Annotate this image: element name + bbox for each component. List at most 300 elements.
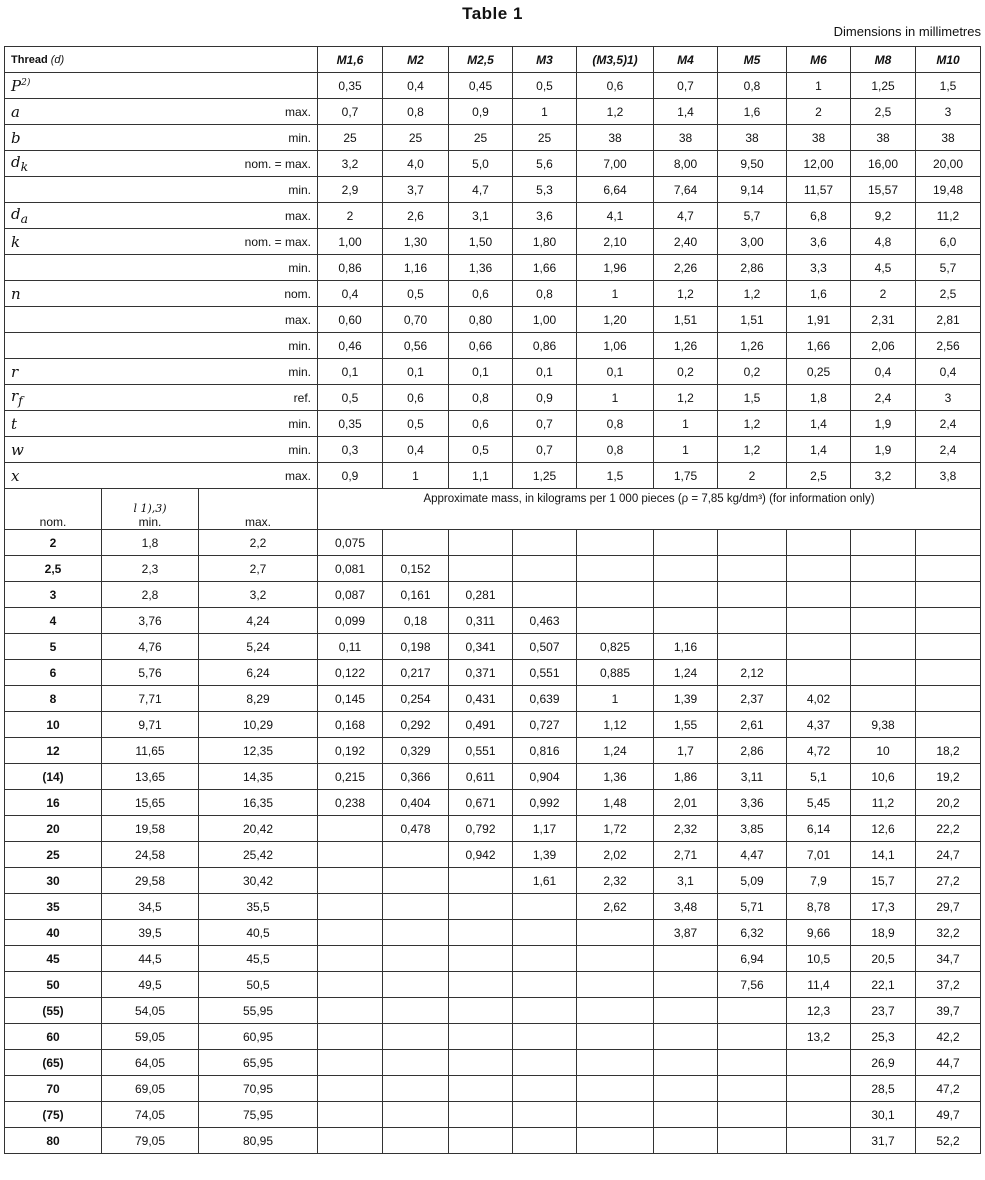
dimension-qualifier: ref.: [199, 385, 318, 411]
mass-empty: [787, 634, 851, 660]
length-row: [5, 764, 981, 790]
mass-value: 0,551: [513, 660, 577, 686]
thread-size: M2: [383, 47, 449, 73]
mass-empty: [513, 582, 577, 608]
length-max: 55,95: [199, 998, 318, 1024]
dimension-row: [5, 229, 981, 255]
dimension-value: 20,00: [916, 151, 981, 177]
mass-empty: [513, 998, 577, 1024]
dimension-value: 1,66: [513, 255, 577, 281]
mass-empty: [654, 972, 718, 998]
mass-value: 4,37: [787, 712, 851, 738]
mass-value: 0,371: [449, 660, 513, 686]
mass-value: 0,671: [449, 790, 513, 816]
mass-value: 5,71: [718, 894, 787, 920]
dimension-row: [5, 411, 981, 437]
mass-empty: [449, 920, 513, 946]
mass-value: 14,1: [851, 842, 916, 868]
dimension-symbol: t: [5, 411, 199, 437]
dimension-value: 1,26: [718, 333, 787, 359]
mass-value: 0,329: [383, 738, 449, 764]
mass-empty: [383, 842, 449, 868]
mass-empty: [787, 530, 851, 556]
mass-empty: [654, 1128, 718, 1154]
mass-value: 37,2: [916, 972, 981, 998]
mass-empty: [851, 660, 916, 686]
length-nom: (65): [5, 1050, 102, 1076]
mass-value: 8,78: [787, 894, 851, 920]
mass-empty: [577, 556, 654, 582]
dimension-value: 2,86: [718, 255, 787, 281]
dimension-value: 0,35: [318, 411, 383, 437]
dimension-value: 1,30: [383, 229, 449, 255]
length-row: [5, 894, 981, 920]
mass-value: 18,2: [916, 738, 981, 764]
dimension-symbol: k: [5, 229, 199, 255]
mass-empty: [513, 894, 577, 920]
length-nom: 70: [5, 1076, 102, 1102]
dimension-value: 0,70: [383, 307, 449, 333]
mass-empty: [449, 1076, 513, 1102]
dimension-symbol: $r_f$: [5, 385, 199, 411]
dimension-value: 4,7: [654, 203, 718, 229]
dimension-value: 0,66: [449, 333, 513, 359]
mass-value: 0,366: [383, 764, 449, 790]
dimension-qualifier: nom.: [199, 281, 318, 307]
length-row: [5, 816, 981, 842]
length-min: 4,76: [102, 634, 199, 660]
mass-value: 1: [577, 686, 654, 712]
length-max: 5,24: [199, 634, 318, 660]
mass-empty: [718, 1024, 787, 1050]
dimension-row: [5, 333, 981, 359]
mass-empty: [718, 1050, 787, 1076]
mass-value: 0,507: [513, 634, 577, 660]
mass-value: 0,281: [449, 582, 513, 608]
mass-empty: [787, 660, 851, 686]
dimension-value: 1: [577, 385, 654, 411]
dimension-symbol: w: [5, 437, 199, 463]
length-min: 9,71: [102, 712, 199, 738]
length-row: [5, 686, 981, 712]
mass-value: 25,3: [851, 1024, 916, 1050]
mass-value: 0,404: [383, 790, 449, 816]
mass-value: 1,24: [654, 660, 718, 686]
mass-value: 13,2: [787, 1024, 851, 1050]
length-nom: 8: [5, 686, 102, 712]
length-nom: 50: [5, 972, 102, 998]
dimension-value: 0,5: [383, 411, 449, 437]
dimension-value: 1,2: [577, 99, 654, 125]
dimension-value: 2,40: [654, 229, 718, 255]
dimension-value: 1,25: [851, 73, 916, 99]
mass-value: 20,5: [851, 946, 916, 972]
mass-empty: [851, 608, 916, 634]
length-max: 25,42: [199, 842, 318, 868]
length-max: 14,35: [199, 764, 318, 790]
mass-empty: [654, 1076, 718, 1102]
mass-value: 6,94: [718, 946, 787, 972]
dimension-value: 25: [449, 125, 513, 151]
dimension-row: [5, 463, 981, 489]
mass-value: 1,36: [577, 764, 654, 790]
length-max: 30,42: [199, 868, 318, 894]
mass-empty: [318, 1102, 383, 1128]
dimension-value: 2,9: [318, 177, 383, 203]
dimension-value: 2: [718, 463, 787, 489]
mass-empty: [318, 1050, 383, 1076]
mass-empty: [718, 556, 787, 582]
mass-value: 0,122: [318, 660, 383, 686]
mass-value: 9,38: [851, 712, 916, 738]
dimension-qualifier: min.: [199, 125, 318, 151]
dimension-value: 0,8: [718, 73, 787, 99]
dimension-value: 0,1: [318, 359, 383, 385]
mass-value: 39,7: [916, 998, 981, 1024]
dimension-value: 1,2: [654, 281, 718, 307]
mass-empty: [513, 972, 577, 998]
dimension-value: 2,5: [851, 99, 916, 125]
length-max: 10,29: [199, 712, 318, 738]
dimension-value: 3: [916, 385, 981, 411]
length-max: 16,35: [199, 790, 318, 816]
dimension-value: 0,3: [318, 437, 383, 463]
dimension-value: 0,9: [449, 99, 513, 125]
thread-size: M8: [851, 47, 916, 73]
mass-empty: [577, 582, 654, 608]
dimension-value: 1,75: [654, 463, 718, 489]
mass-empty: [577, 1102, 654, 1128]
dimension-value: 0,8: [513, 281, 577, 307]
dimension-value: 7,00: [577, 151, 654, 177]
thread-size: (M3,5)1): [577, 47, 654, 73]
dimension-value: 2: [318, 203, 383, 229]
dimension-value: 1,2: [718, 411, 787, 437]
dimension-value: 0,7: [318, 99, 383, 125]
length-nom: 3: [5, 582, 102, 608]
mass-value: 1,86: [654, 764, 718, 790]
mass-value: 0,611: [449, 764, 513, 790]
length-nom: 5: [5, 634, 102, 660]
length-min: 39,5: [102, 920, 199, 946]
mass-value: 11,4: [787, 972, 851, 998]
length-header-row: [5, 489, 981, 530]
mass-empty: [916, 556, 981, 582]
dimension-value: 3,6: [513, 203, 577, 229]
mass-empty: [577, 1128, 654, 1154]
length-max: 35,5: [199, 894, 318, 920]
dimension-value: 1,5: [718, 385, 787, 411]
dimension-value: 0,45: [449, 73, 513, 99]
mass-value: 3,1: [654, 868, 718, 894]
length-min-header: [102, 489, 199, 530]
mass-value: 0,491: [449, 712, 513, 738]
dimension-value: 0,7: [654, 73, 718, 99]
mass-empty: [787, 608, 851, 634]
mass-empty: [851, 686, 916, 712]
mass-empty: [513, 1128, 577, 1154]
mass-empty: [916, 660, 981, 686]
dimension-value: 3,00: [718, 229, 787, 255]
length-row: [5, 842, 981, 868]
dimension-value: 1,16: [383, 255, 449, 281]
length-min: 64,05: [102, 1050, 199, 1076]
mass-empty: [718, 1128, 787, 1154]
mass-empty: [916, 530, 981, 556]
length-min: 1,8: [102, 530, 199, 556]
mass-value: 0,254: [383, 686, 449, 712]
dimension-value: 4,0: [383, 151, 449, 177]
mass-empty: [318, 946, 383, 972]
mass-value: 42,2: [916, 1024, 981, 1050]
dimension-value: 0,7: [513, 437, 577, 463]
mass-empty: [383, 920, 449, 946]
mass-empty: [449, 894, 513, 920]
length-row: [5, 1024, 981, 1050]
dimension-row: [5, 281, 981, 307]
length-max: 50,5: [199, 972, 318, 998]
mass-empty: [787, 582, 851, 608]
dimension-value: 0,1: [513, 359, 577, 385]
mass-empty: [916, 582, 981, 608]
mass-value: 23,7: [851, 998, 916, 1024]
mass-empty: [449, 946, 513, 972]
length-max: 8,29: [199, 686, 318, 712]
dimension-value: 0,9: [513, 385, 577, 411]
mass-empty: [718, 1076, 787, 1102]
length-row: [5, 946, 981, 972]
length-nom: (55): [5, 998, 102, 1024]
mass-value: 3,85: [718, 816, 787, 842]
mass-value: 3,87: [654, 920, 718, 946]
mass-empty: [383, 894, 449, 920]
length-row: [5, 712, 981, 738]
thread-header-row: [5, 47, 981, 73]
mass-value: 1,72: [577, 816, 654, 842]
dimension-value: 0,4: [916, 359, 981, 385]
dimension-row: [5, 177, 981, 203]
dimension-value: 16,00: [851, 151, 916, 177]
mass-value: 10,6: [851, 764, 916, 790]
mass-empty: [513, 1050, 577, 1076]
dimension-value: 25: [513, 125, 577, 151]
dimension-value: 0,6: [449, 411, 513, 437]
mass-value: 0,341: [449, 634, 513, 660]
dimension-value: 0,6: [383, 385, 449, 411]
dimension-qualifier: nom. = max.: [199, 151, 318, 177]
mass-empty: [318, 998, 383, 1024]
length-nom: 12: [5, 738, 102, 764]
dimension-qualifier: min.: [199, 359, 318, 385]
thread-size: M10: [916, 47, 981, 73]
mass-value: 9,66: [787, 920, 851, 946]
length-nom: (75): [5, 1102, 102, 1128]
dimension-value: 1,96: [577, 255, 654, 281]
length-row: [5, 972, 981, 998]
dimension-value: 11,2: [916, 203, 981, 229]
mass-value: 0,478: [383, 816, 449, 842]
mass-empty: [449, 1128, 513, 1154]
dimension-value: 1,51: [654, 307, 718, 333]
dimension-value: 0,56: [383, 333, 449, 359]
length-min: 44,5: [102, 946, 199, 972]
dimension-qualifier: min.: [199, 177, 318, 203]
mass-empty: [577, 608, 654, 634]
length-max: 45,5: [199, 946, 318, 972]
mass-empty: [851, 582, 916, 608]
mass-empty: [654, 1024, 718, 1050]
mass-value: 31,7: [851, 1128, 916, 1154]
dimension-value: 9,50: [718, 151, 787, 177]
dimension-value: 1: [513, 99, 577, 125]
mass-empty: [449, 868, 513, 894]
dimensions-unit-note: Dimensions in millimetres: [833, 24, 981, 39]
length-row: [5, 1050, 981, 1076]
mass-empty: [318, 816, 383, 842]
mass-value: 1,39: [513, 842, 577, 868]
length-nom: 6: [5, 660, 102, 686]
dimension-value: 0,5: [383, 281, 449, 307]
dimension-qualifier: max.: [199, 463, 318, 489]
mass-value: 0,639: [513, 686, 577, 712]
mass-empty: [449, 556, 513, 582]
dimension-value: 1,36: [449, 255, 513, 281]
length-nom: 35: [5, 894, 102, 920]
dimension-value: 2: [851, 281, 916, 307]
mass-empty: [318, 1024, 383, 1050]
mass-value: 0,11: [318, 634, 383, 660]
dimension-value: 0,5: [449, 437, 513, 463]
dimension-value: 0,4: [383, 73, 449, 99]
dimension-value: 6,64: [577, 177, 654, 203]
mass-value: 30,1: [851, 1102, 916, 1128]
length-max: 70,95: [199, 1076, 318, 1102]
dimension-value: 4,5: [851, 255, 916, 281]
dimension-value: 2,5: [916, 281, 981, 307]
dimension-symbol: $P^{2)}$: [5, 73, 318, 99]
thread-size: M2,5: [449, 47, 513, 73]
length-min: 2,3: [102, 556, 199, 582]
dimension-value: 1: [787, 73, 851, 99]
length-row: [5, 1102, 981, 1128]
mass-empty: [916, 712, 981, 738]
mass-value: 0,238: [318, 790, 383, 816]
mass-empty: [513, 1102, 577, 1128]
dimension-value: 1,6: [718, 99, 787, 125]
mass-empty: [383, 1076, 449, 1102]
mass-empty: [654, 582, 718, 608]
dimension-value: 0,46: [318, 333, 383, 359]
dimension-value: 1,00: [513, 307, 577, 333]
dimension-value: 3,1: [449, 203, 513, 229]
mass-value: 2,61: [718, 712, 787, 738]
dimension-value: 3,6: [787, 229, 851, 255]
dimension-value: 0,2: [654, 359, 718, 385]
dimension-value: 0,1: [449, 359, 513, 385]
mass-empty: [654, 556, 718, 582]
mass-empty: [383, 1024, 449, 1050]
dimension-value: 6,8: [787, 203, 851, 229]
dimension-value: 5,7: [916, 255, 981, 281]
dimension-qualifier: min.: [199, 411, 318, 437]
table-title: Table 1: [462, 4, 523, 23]
mass-value: 3,36: [718, 790, 787, 816]
dimension-value: 9,14: [718, 177, 787, 203]
dimension-symbol: x: [5, 463, 199, 489]
length-min: 15,65: [102, 790, 199, 816]
mass-value: 1,55: [654, 712, 718, 738]
dimension-value: 1,06: [577, 333, 654, 359]
dimension-value: 4,7: [449, 177, 513, 203]
dimension-value: 4,1: [577, 203, 654, 229]
dimension-symbol: n: [5, 281, 199, 307]
dimension-symbol: [5, 255, 199, 281]
mass-value: 0,816: [513, 738, 577, 764]
dimension-row: [5, 125, 981, 151]
thread-variable: (d): [50, 53, 65, 66]
mass-value: 0,904: [513, 764, 577, 790]
dimension-row: [5, 437, 981, 463]
dimension-value: 1,00: [318, 229, 383, 255]
dimension-value: 1,4: [787, 437, 851, 463]
mass-value: 12,6: [851, 816, 916, 842]
dimension-value: 1: [383, 463, 449, 489]
dimension-value: 1,80: [513, 229, 577, 255]
mass-value: 0,792: [449, 816, 513, 842]
thread-size: M3: [513, 47, 577, 73]
dimension-value: 2: [787, 99, 851, 125]
length-min: 3,76: [102, 608, 199, 634]
mass-empty: [513, 946, 577, 972]
mass-value: 11,2: [851, 790, 916, 816]
dimension-value: 0,4: [383, 437, 449, 463]
mass-empty: [449, 1102, 513, 1128]
dimension-value: 2,56: [916, 333, 981, 359]
dimension-symbol: b: [5, 125, 199, 151]
mass-empty: [513, 530, 577, 556]
mass-value: 2,62: [577, 894, 654, 920]
length-nom: 16: [5, 790, 102, 816]
mass-empty: [654, 946, 718, 972]
mass-value: 0,18: [383, 608, 449, 634]
dimension-value: 2,81: [916, 307, 981, 333]
mass-value: 17,3: [851, 894, 916, 920]
length-min: 29,58: [102, 868, 199, 894]
dimension-value: 0,5: [513, 73, 577, 99]
mass-value: 0,099: [318, 608, 383, 634]
mass-note: Approximate mass, in kilograms per 1 000 pieces (ρ = 7,85 kg/dm³) (for information only): [318, 489, 981, 530]
mass-value: 0,942: [449, 842, 513, 868]
length-nom: 2,5: [5, 556, 102, 582]
dimension-value: 1,5: [577, 463, 654, 489]
dimension-value: 0,9: [318, 463, 383, 489]
mass-value: 0,198: [383, 634, 449, 660]
mass-value: 0,885: [577, 660, 654, 686]
dimension-value: 0,5: [318, 385, 383, 411]
dimension-value: 7,64: [654, 177, 718, 203]
length-min: 24,58: [102, 842, 199, 868]
mass-value: 0,215: [318, 764, 383, 790]
thread-size: M4: [654, 47, 718, 73]
dimension-qualifier: min.: [199, 333, 318, 359]
mass-value: 6,32: [718, 920, 787, 946]
mass-value: 0,145: [318, 686, 383, 712]
dimension-value: 4,8: [851, 229, 916, 255]
mass-empty: [318, 1128, 383, 1154]
mass-empty: [654, 608, 718, 634]
dimension-value: 2,31: [851, 307, 916, 333]
mass-empty: [787, 1050, 851, 1076]
